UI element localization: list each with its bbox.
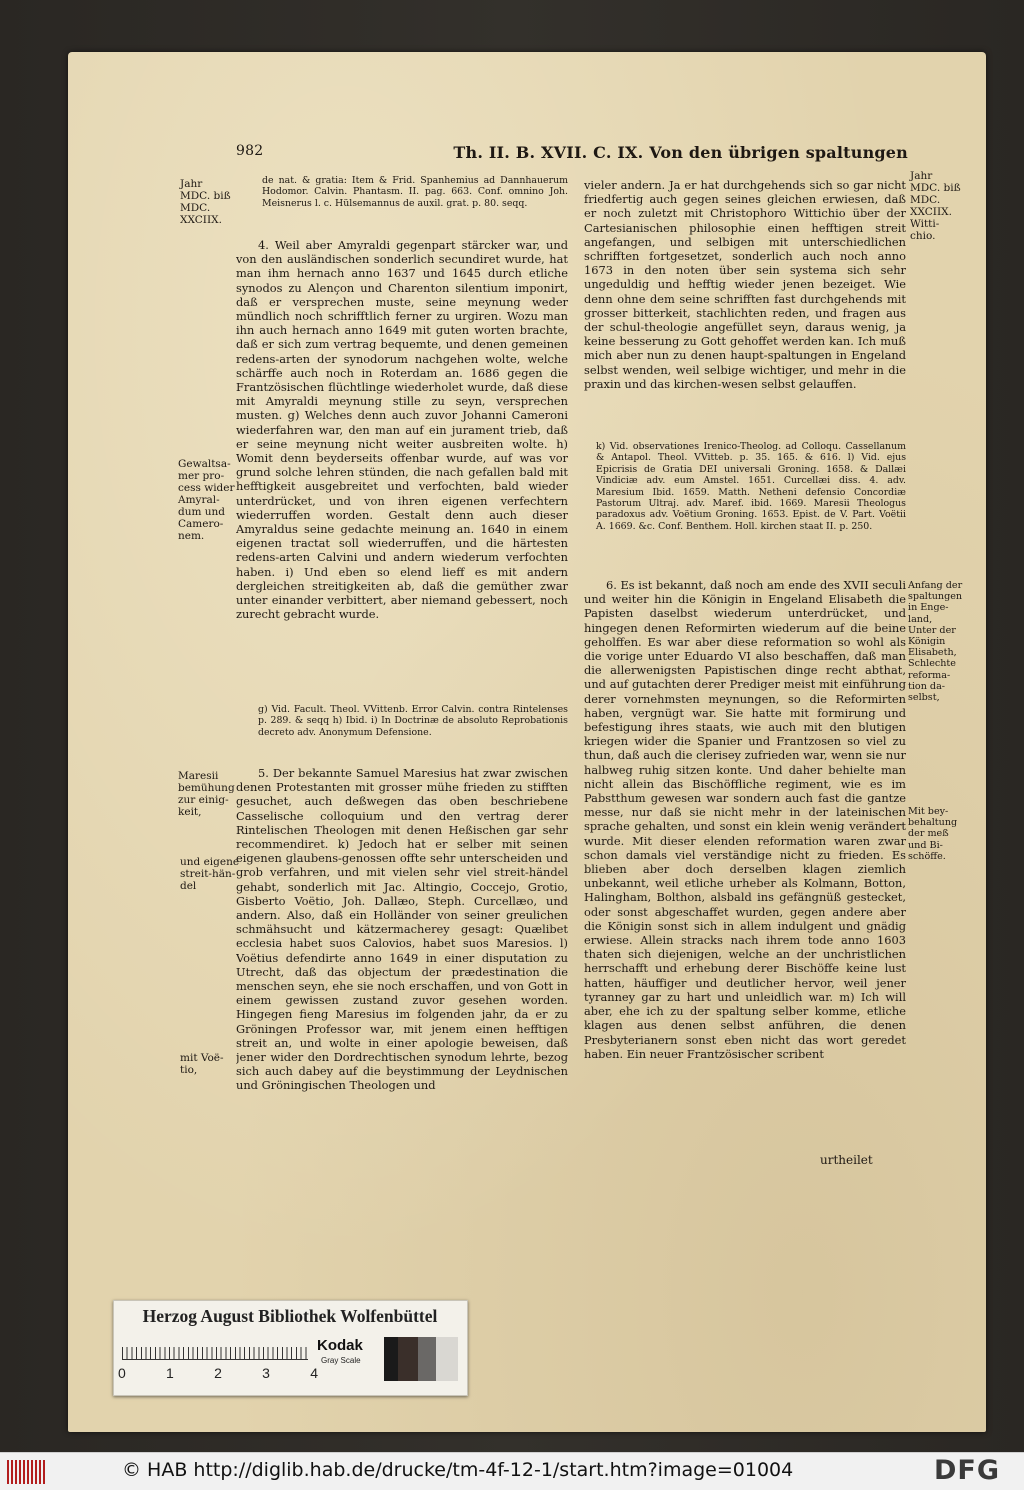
gray-patch [436,1337,458,1381]
ruler-numbers [118,1365,318,1381]
paragraph-4: 4. Weil aber Amyraldi gegenpart stärcker war, und von den ausländischen sonderlich secundiret wurde, hat man ihm hernach anno 1637 und 1645 durch etliche synodos zu Alençon und Charenton silentium imponirt, daß er versprechen muste, seine meynung weder mündlich noch schrifftlich ferner zu urgiren. Wozu man ihn auch hernach anno 1649 mit guten worten brachte, daß er sich zum vertrag bequemte, und denen gemeinen redens-arten der synodorum nachgehen wolte, welche schärffe auch noch in Roterdam an. 1686 gegen die Frantzösischen flüchtlinge wiederholet wurde, daß diese mit Amyraldi meynung stille zu seyn, versprechen musten. g) Welches denn auch zuvor Johanni Cameroni wiederfahren war, den man auf ein jurament trieb, daß er seine meynung nicht weiter ausbreiten wolte. h) Womit denn beyderseits offenbar wurde, auf was vor grund solche lehren stünden, die nach gefallen bald mit hefftigkeit ausgebreitet und verfochten, bald wieder unterdrücket, und von ihren eigenen verfechtern wiederruffen worden. Gestalt denn auch dieser Amyraldus seine gedachte meinung an. 1640 in einem eigenen tractat soll wiederruffen, und die härtesten redens-arten Calvini und andern wiederum verfochten haben. i) Und eben so elend lieff es mit andern dergleichen streitigkeiten ab, daß die gemüther zwar unter einander verbittert, aber niemand gebessert, noch zurecht gebracht wurde. [236,238,568,622]
paragraph-5: 5. Der bekannte Samuel Maresius hat zwar zwischen denen Protestanten mit grosser mühe frieden zu stifften gesuchet, auch deßwegen das oben beschriebene Casselische colloquium und den vertrag derer Rintelischen Theologen mit denen Heßischen gar sehr recommendiret. k) Jedoch hat er selber mit seinen eigenen glaubens-genossen offte sehr unterscheiden und grob verfahren, und mit vielen sehr viel streit-händel gehabt, sonderlich mit Jac. Altingio, Coccejo, Grotio, Gisberto Voëtio, Joh. Dallæo, Steph. Curcellæo, und andern. Also, daß ein Holländer von seiner greulichen schmähsucht und kätzermacherey gesagt: Quælibet ecclesia habet suos Calovios, habet suos Maresios. l) Voëtius defendirte anno 1649 in einer disputation zu Utrecht, daß das objectum der prædestination die menschen seyn, ehe sie noch erschaffen, und von Gott in einem gewissen zustand zuvor gesehen worden. Hingegen fieng Maresius im folgenden jahr, da er zu Gröningen Professor war, mit jenem einen hefftigen streit an, und wolte in einer apologie beweisen, daß jener wider den Dordrechtischen synodum lehrte, bezog sich auch dabey auf die beystimmung der Leydnischen und Gröningischen Theologen und [236,766,568,1093]
hab-logo-icon [7,1460,47,1484]
page-number: 982 [236,143,264,159]
margin-note-left-voetius: mit Voë- tio, [180,1052,224,1076]
gray-scale-label: Gray Scale [321,1356,361,1365]
ruler-number: 0 [118,1365,126,1381]
running-title: Th. II. B. XVII. C. IX. Von den übrigen spaltungen [453,143,908,162]
viewer-footer [0,1452,1024,1490]
ruler-number: 2 [214,1365,222,1381]
catchword: urtheilet [820,1153,873,1167]
footnote-g-h-i: g) Vid. Facult. Theol. VVittenb. Error Calvin. contra Rintelenses p. 289. & seqq h) Ibid. i) In Doctrinæ de absoluto Reprobationis decreto adv. Anonymum Defensione. [258,704,568,738]
measurement-ruler [122,1337,308,1360]
ruler-number: 3 [262,1365,270,1381]
margin-note-left-streit: und eigene streit-hän- del [180,856,240,892]
dfg-logo: DFG [934,1455,1001,1486]
ruler-number: 4 [310,1365,318,1381]
footnote-top-left: de nat. & gratia: Item & Frid. Spanhemius ad Dannhauerum Hodomor. Calvin. Phantasm. II. pag. 663. Conf. omnino Joh. Meisnerus l. c. Hülsemannus de auxil. grat. p. 80. seqq. [262,175,568,209]
paragraph-6: 6. Es ist bekannt, daß noch am ende des XVII seculi und weiter hin die Königin in Engeland Elisabeth die Papisten daselbst wiederum unterdrücket, und hingegen denen Reformirten wiederum auf die beine geholffen. Es war aber diese reformation so wohl als die vorige unter Eduardo VI also beschaffen, daß man die allerwenigsten Papistischen dinge recht abthat, und auf gutachten derer Prediger meist mit einführung derer vornehmsten meynungen, so die Reformirten haben, vergnügt war. Sie hatte mit formirung und befestigung ihres staats, wie auch mit den blutigen kriegen wider die Spanier und Frantzosen so viel zu thun, daß auch die clerisey zufrieden war, wenn sie nur halbweg ruhig sitzen konte. Und daher behielte man nicht allein das Bischöffliche regiment, wie es im Pabstthum gewesen war sondern auch fast die gantze messe, nur daß sie nicht mehr in der lateinischen sprache gehalten, und sonst ein klein wenig verändert wurde. Mit dieser elenden reformation waren zwar schon damals viel verständige nicht zu frieden. Es blieben aber doch derselben klagen ziemlich unbekannt, weil etliche urheber als Kolmann, Botton, Halingham, Bolthon, alsbald ins gefängnüß gestecket, oder sonst abgeschaffet wurden, gegen andere aber die Königin sonst sich in allem indulgent und gnädig erwiese. Allein stracks nach ihrem tode anno 1603 thaten sich diejenigen, welche an der unchristlichen herrschafft und erhebung derer Bischöffe keine lust hatten, häuffiger und deutlicher hervor, weil jener tyranney gar zu hart und unleidlich war. m) Ich will aber, ehe ich zu der spaltung selber komme, etliche klagen aus denen selbst anführen, die denen Presbyterianern sonst eben nicht das wort geredet haben. Ein neuer Frantzösischer scribent [584,578,906,1061]
running-head [236,143,908,162]
color-calibration-bar [113,1300,468,1396]
paragraph-continued: vieler andern. Ja er hat durchgehends sich so gar nicht friedfertig auch gegen seines gleichen erwiesen, daß er noch zuletzt mit Christophoro Wittichio über der Cartesianischen philosophie einen hefftigen streit angefangen, und selbigen mit unterschiedlichen schrifften fortgesetzet, sonderlich auch noch anno 1673 in den noten über sein systema sich sehr ungeduldig und hefftig wieder jenen bezeiget. Wie denn ohne dem seine schrifften fast durchgehends mit grosser bitterkeit, stachlichten reden, und fragen aus der schul-theologie angefüllet seyn, daraus wenig, ja keine besserung zu Gott gehoffet werden kan. Ich muß mich aber nun zu denen haupt-spaltungen in Engeland selbst wenden, weil selbige wichtiger, und mehr in die praxin und das kirchen-wesen selbst gelauffen. [584,178,906,391]
library-label: Herzog August Bibliothek Wolfenbüttel [142,1306,438,1326]
gray-patch [398,1337,418,1381]
margin-note-left-amyraldus: Gewaltsa- mer pro- cess wider Amyral- dum und Camero- nem. [178,458,235,542]
ruler-number: 1 [166,1365,174,1381]
gray-patch [384,1337,398,1381]
gray-patch [418,1337,436,1381]
margin-note-right-england: Anfang der spaltungen in Enge- land, Unter der Königin Elisabeth, Schlechte reforma- tion da- selbst, [908,580,963,704]
kodak-brand: Kodak [317,1337,363,1354]
margin-note-right-messe: Mit bey- behaltung der meß und Bi- schöffe. [908,806,958,862]
margin-note-left-year: Jahr MDC. biß MDC. XXCIIX. [180,178,231,226]
margin-note-left-maresius: Maresii bemühung zur einig- keit, [178,770,235,818]
copyright-url[interactable]: © HAB http://diglib.hab.de/drucke/tm-4f-12-1/start.htm?image=01004 [122,1459,794,1481]
margin-note-right-year: Jahr MDC. biß MDC. XXCIIX. Witti- chio. [910,170,961,242]
footnote-k-l: k) Vid. observationes Irenico-Theolog. ad Colloqu. Cassellanum & Antapol. Theol. VVitteb. p. 35. 165. & 616. l) Vid. ejus Epicrisis de Gratia DEI universali Groning. 1658. & Dallæi Vindiciæ adv. eum Amstel. 1651. Curcellæi diss. 4. adv. Maresium Ibid. 1659. Matth. Netheni defensio Concordiæ Pastorum Ultraj. adv. Maref. ibid. 1669. Maresii Theologus paradoxus adv. Voëtium Groning. 1653. Epist. de V. Part. Voëtii A. 1669. &c. Conf. Benthem. Holl. kirchen staat II. p. 250. [596,441,906,532]
